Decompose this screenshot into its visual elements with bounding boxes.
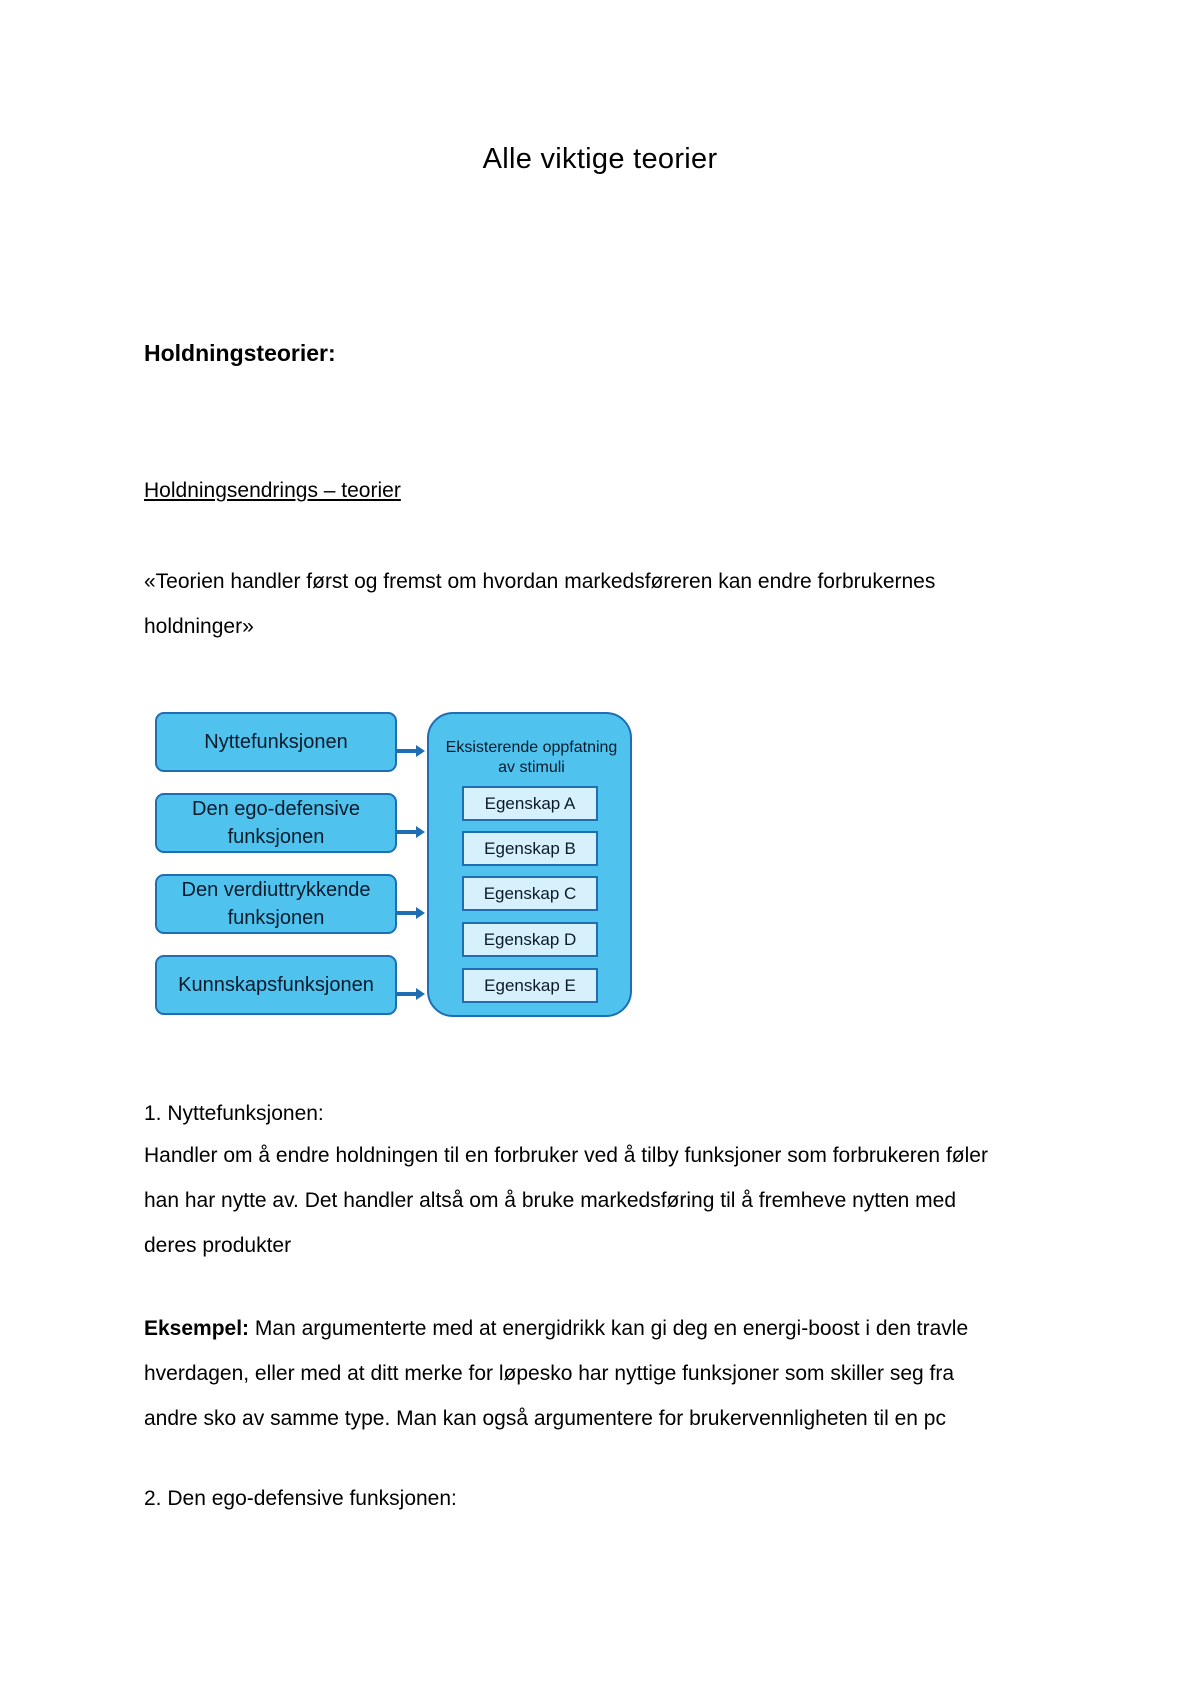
subsection-heading: Holdningsendrings – teorier	[144, 479, 401, 502]
arrow-right-icon	[397, 988, 425, 1000]
function-label: Kunnskapsfunksjonen	[178, 974, 374, 996]
arrow-right-icon	[397, 907, 425, 919]
section-title: 1. Nyttefunksjonen:	[144, 1102, 324, 1125]
section-heading: Holdningsteorier:	[144, 340, 336, 366]
existing-perception-title	[429, 738, 634, 778]
example-text: Man argumenterte med at energidrikk kan gi deg en energi-boost i den travle	[249, 1317, 969, 1340]
section-ego-defensive	[144, 1476, 1064, 1521]
function-label: Den verdiuttrykkende	[181, 879, 371, 901]
function-box-nytte	[155, 712, 397, 772]
function-box-kunnskap	[155, 955, 397, 1015]
property-box: Egenskap D	[462, 922, 598, 957]
body-line: deres produkter	[144, 1234, 292, 1257]
existing-perception-title-line: av stimuli	[498, 759, 565, 776]
property-box: Egenskap E	[462, 968, 598, 1003]
property-box: Egenskap C	[462, 876, 598, 911]
function-box-verdiuttrykkende	[155, 874, 397, 934]
body-line: andre sko av samme type. Man kan også argumentere for brukervennligheten til en pc	[144, 1407, 946, 1430]
body-line	[144, 1306, 1064, 1351]
arrow-right-icon	[397, 826, 425, 838]
function-label: funksjonen	[227, 826, 325, 848]
body-line: Handler om å endre holdningen til en forbruker ved å tilby funksjoner som forbrukeren føler	[144, 1144, 988, 1167]
example-label: Eksempel:	[144, 1317, 250, 1340]
function-label: Nyttefunksjonen	[204, 731, 348, 753]
quote-line: «Teorien handler først og fremst om hvordan markedsføreren kan endre forbrukernes	[144, 570, 936, 593]
property-box: Egenskap A	[462, 786, 598, 821]
function-label: funksjonen	[227, 907, 325, 929]
section-nyttefunksjonen	[144, 1095, 1064, 1268]
body-line: han har nytte av. Det handler altså om å bruke markedsføring til å fremheve nytten med	[144, 1189, 957, 1212]
body-line: hverdagen, eller med at ditt merke for løpesko har nyttige funksjoner som skiller seg fra	[144, 1362, 955, 1385]
function-box-ego-defensive	[155, 793, 397, 853]
function-label: Den ego-defensive	[192, 798, 360, 820]
existing-perception-box	[427, 712, 632, 1017]
existing-perception-title-line: Eksisterende oppfatning	[445, 739, 618, 756]
property-box: Egenskap B	[462, 831, 598, 866]
section-title: 2. Den ego-defensive funksjonen:	[144, 1487, 457, 1510]
document-title: Alle viktige teorier	[482, 143, 718, 175]
attitude-functions-diagram	[150, 709, 635, 1026]
quote-line: holdninger»	[144, 615, 254, 638]
arrow-right-icon	[397, 745, 425, 757]
theory-quote	[144, 559, 1064, 649]
example-paragraph	[144, 1306, 1064, 1441]
